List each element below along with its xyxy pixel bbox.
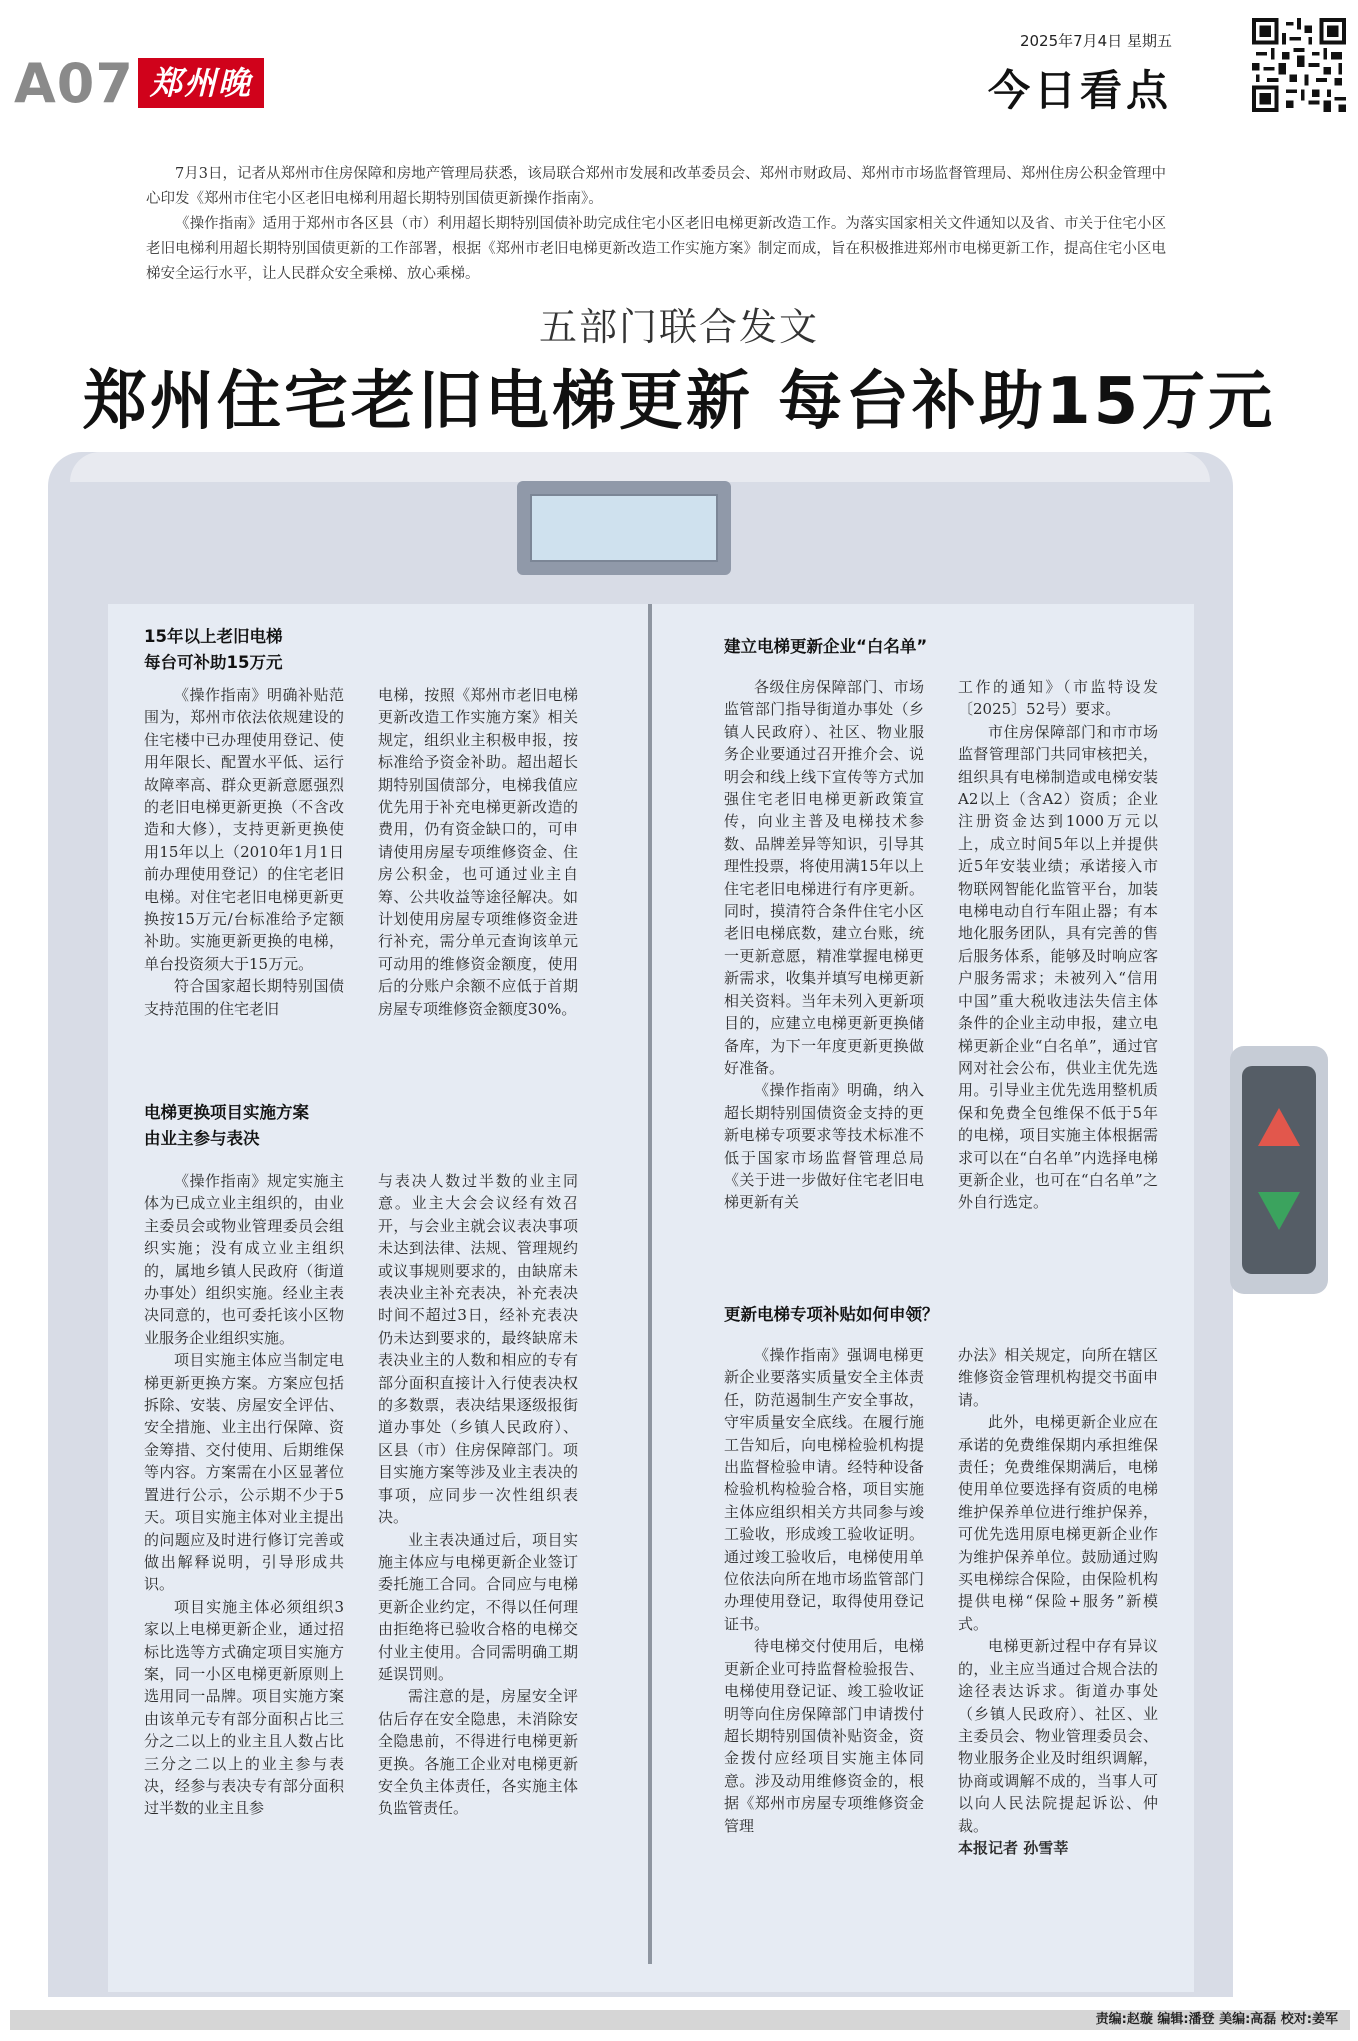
elevator-display-icon bbox=[517, 481, 731, 575]
paragraph: 《操作指南》强调电梯更新企业要落实质量安全主体责任，防范遏制生产安全事故，守牢质量安全底线。在履行施工告知后，向电梯检验机构提出监督检验申请。经特种设备检验机构检验合格，项目实施主体应组织相关方共同参与竣工验收，形成竣工验收证明。通过竣工验收后，电梯使用单位依法向所在地市场监管部门办理使用登记，取得使用登记证书。 bbox=[724, 1346, 924, 1633]
intro-paragraph: 7月3日，记者从郑州市住房保障和房地产管理局获悉，该局联合郑州市发展和改革委员会、郑州市财政局、郑州市市场监督管理局、郑州住房公积金管理中心印发《郑州市住宅小区老旧电梯利用超长期特别国债更新操作指南》。 bbox=[146, 166, 1166, 207]
paragraph: 市住房保障部门和市市场监督管理部门共同审核把关，组织具有电梯制造或电梯安装A2以上（含A2）资质；企业注册资金达到1000万元以上，成立时间5年以上并提供近5年安装业绩；承诺接入市物联网智能化监管平台，加装电梯电动自行车阻止器；有本地化服务团队，具有完善的售后服务体系，能够及时响应客户服务需求；未被列入“信用中国”重大税收违法失信主体条件的企业主动申报，建立电梯更新企业“白名单”，通过官网对社会公布，供业主优先选用。引导业主优先选用整机质保和免费全包维保不低于5年的电梯，项目实施主体根据需求可以在“白名单”内选择电梯更新企业，也可在“白名单”之外自行选定。 bbox=[958, 722, 1158, 1212]
paragraph: 《操作指南》明确补贴范围为，郑州市依法依规建设的住宅楼中已办理使用登记、使用年限长、配置水平低、运行故障率高、群众更新意愿强烈的老旧电梯更新更换（不含改造和大修），支持更新更换使用15年以上（2010年1月1日前办理使用登记）的住宅老旧电梯。对住宅老旧电梯更新更换按15万元/台标准给予定额补助。实施更新更换的电梯，单台投资须大于15万元。 bbox=[144, 686, 344, 973]
intro-paragraph: 《操作指南》适用于郑州市各区县（市）利用超长期特别国债补助完成住宅小区老旧电梯更新改造工作。为落实国家相关文件通知以及省、市关于住宅小区老旧电梯利用超长期特别国债更新的工作部署，根据《郑州市老旧电梯更新改造工作实施方案》制定而成，旨在积极推进郑州市电梯更新工作，提高住宅小区电梯安全运行水平，让人民群众安全乘梯、放心乘梯。 bbox=[146, 216, 1166, 282]
heading-line: 电梯更换项目实施方案 bbox=[144, 1103, 309, 1122]
section-title: 今日看点 bbox=[987, 66, 1172, 115]
article-column bbox=[144, 684, 344, 1074]
paragraph: 各级住房保障部门、市场监管部门指导街道办事处（乡镇人民政府）、社区、物业服务企业要通过召开推介会、说明会和线上线下宣传等方式加强住宅老旧电梯更新政策宣传，向业主普及电梯技术参数、品牌差异等知识，引导其理性投票，将使用满15年以上住宅老旧电梯进行有序更新。同时，摸清符合条件住宅小区老旧电梯底数，建立台账，统一更新意愿，精准掌握电梯更新需求，收集并填写电梯更新相关资料。当年未列入更新项目的，应建立电梯更新更换储备库，为下一年度更新更换做好准备。 bbox=[724, 678, 924, 1077]
paragraph: 需注意的是，房屋安全评估后存在安全隐患，未消除安全隐患前，不得进行电梯更新更换。各施工企业对电梯更新安全负主体责任，各实施主体负监管责任。 bbox=[378, 1687, 578, 1818]
elevator-door-divider bbox=[648, 604, 652, 1964]
arrow-up-icon bbox=[1258, 1108, 1300, 1146]
paragraph: 办法》相关规定，向所在辖区维修资金管理机构提交书面申请。 bbox=[958, 1346, 1158, 1409]
article-column bbox=[144, 1170, 344, 1896]
section-heading: 更新电梯专项补贴如何申领？ bbox=[724, 1305, 939, 1324]
paragraph: 业主表决通过后，项目实施主体应与电梯更新企业签订委托施工合同。合同应与电梯更新企业约定，不得以任何理由拒绝将已验收合格的电梯交付业主使用。合同需明确工期延误罚则。 bbox=[378, 1530, 578, 1683]
article-column bbox=[378, 684, 578, 1074]
newspaper-logo: 郑州晚报 bbox=[138, 58, 264, 108]
section-heading bbox=[144, 624, 282, 676]
paragraph: 项目实施主体必须组织3家以上电梯更新企业，通过招标比选等方式确定项目实施方案，同一小区电梯更新原则上选用同一品牌。项目实施方案由该单元专有部分面积占比三分之二以上的业主且人数占比三分之二以上的业主参与表决，经参与表决专有部分面积过半数的业主且参 bbox=[144, 1597, 344, 1818]
paragraph: 电梯，按照《郑州市老旧电梯更新改造工作实施方案》相关规定，组织业主积极申报，按标准给予资金补助。超出超长期特别国债部分，电梯我值应优先用于补充电梯更新改造的费用，仍有资金缺口的，可申请使用房屋专项维修资金、住房公积金，也可通过业主自筹、公共收益等途径解决。如计划使用房屋专项维修资金进行补充，需分单元查询该单元可动用的维修资金额度，使用后的分账户余额不应低于首期房屋专项维修资金额度30%。 bbox=[378, 686, 578, 1018]
article-column bbox=[378, 1170, 578, 1896]
arrow-down-icon bbox=[1258, 1192, 1300, 1230]
section-heading: 建立电梯更新企业“白名单” bbox=[724, 637, 928, 656]
paragraph: 电梯更新过程中存有异议的，业主应当通过合规合法的途径表达诉求。街道办事处（乡镇人民政府）、社区、业主委员会、物业管理委员会、物业服务企业及时组织调解，协商或调解不成的，当事人可以向人民法院提起诉讼、仲裁。 bbox=[958, 1637, 1158, 1835]
article-subtitle: 五部门联合发文 bbox=[538, 305, 819, 349]
intro-lede bbox=[146, 162, 1166, 287]
qr-code-icon[interactable] bbox=[1252, 18, 1346, 112]
paragraph: 与表决人数过半数的业主同意。业主大会会议经有效召开，与会业主就会议表决事项未达到法律、法规、管理规约或议事规则要求的，由缺席未表决业主补充表决，补充表决时间不超过3日，经补充表决仍未达到要求的，最终缺席未表决业主的人数和相应的专有部分面积直接计入行使表决权的多数票，表决结果逐级报街道办事处（乡镇人民政府）、区县（市）住房保障部门。项目实施方案等涉及业主表决的事项，应同步一次性组织表决。 bbox=[378, 1172, 578, 1527]
page-number: A07 bbox=[14, 52, 134, 115]
paragraph: 符合国家超长期特别国债支持范围的住宅老旧 bbox=[144, 977, 344, 1018]
elevator-call-buttons bbox=[1230, 1046, 1328, 1294]
editor-credits: 责编:赵璇 编辑:潘登 美编:高磊 校对:姜军 bbox=[1095, 2012, 1338, 2027]
paragraph: 待电梯交付使用后，电梯更新企业可持监督检验报告、电梯使用登记证、竣工验收证明等向住房保障部门申请拨付超长期特别国债补贴资金，资金拨付应经项目实施主体同意。涉及动用维修资金的，根据《郑州市房屋专项维修资金管理 bbox=[724, 1637, 924, 1835]
heading-line: 由业主参与表决 bbox=[144, 1129, 260, 1148]
article-column bbox=[958, 676, 1158, 1270]
elevator-frame-highlight bbox=[70, 452, 1210, 482]
heading-line: 每台可补助15万元 bbox=[144, 653, 283, 672]
paragraph: 此外，电梯更新企业应在承诺的免费维保期内承担维保责任；免费维保期满后，电梯使用单位要选择有资质的电梯维护保养单位进行维护保养，可优先选用原电梯更新企业作为维护保养单位。鼓励通过购买电梯综合保险，由保险机构提供电梯“保险+服务”新模式。 bbox=[958, 1413, 1158, 1633]
paragraph: 项目实施主体应当制定电梯更新更换方案。方案应包括拆除、安装、房屋安全评估、安全措施、业主出行保障、资金筹措、交付使用、后期维保等内容。方案需在小区显著位置进行公示，公示期不少于5天。项目实施主体对业主提出的问题应及时进行修订完善或做出解释说明，引导形成共识。 bbox=[144, 1351, 344, 1594]
issue-date: 2025年7月4日 星期五 bbox=[1019, 32, 1172, 50]
reporter-byline: 本报记者 孙雪莘 bbox=[958, 1838, 1069, 1857]
article-headline: 郑州住宅老旧电梯更新 每台补助15万元 bbox=[82, 365, 1276, 439]
paragraph: 《操作指南》明确，纳入超长期特别国债资金支持的更新电梯专项要求等技术标准不低于国家市场监督管理总局《关于进一步做好住宅老旧电梯更新有关 bbox=[724, 1081, 924, 1212]
section-heading bbox=[144, 1100, 309, 1152]
paragraph: 工作的通知》（市监特设发〔2025〕52号）要求。 bbox=[958, 678, 1158, 719]
article-column bbox=[724, 1344, 924, 1912]
heading-line: 15年以上老旧电梯 bbox=[144, 627, 283, 646]
paragraph: 《操作指南》规定实施主体为已成立业主组织的，由业主委员会或物业管理委员会组织实施；没有成立业主组织的，属地乡镇人民政府（街道办事处）组织实施。经业主表决同意的，也可委托该小区物业服务企业组织实施。 bbox=[144, 1172, 344, 1347]
article-column bbox=[958, 1344, 1158, 1912]
article-column bbox=[724, 676, 924, 1270]
